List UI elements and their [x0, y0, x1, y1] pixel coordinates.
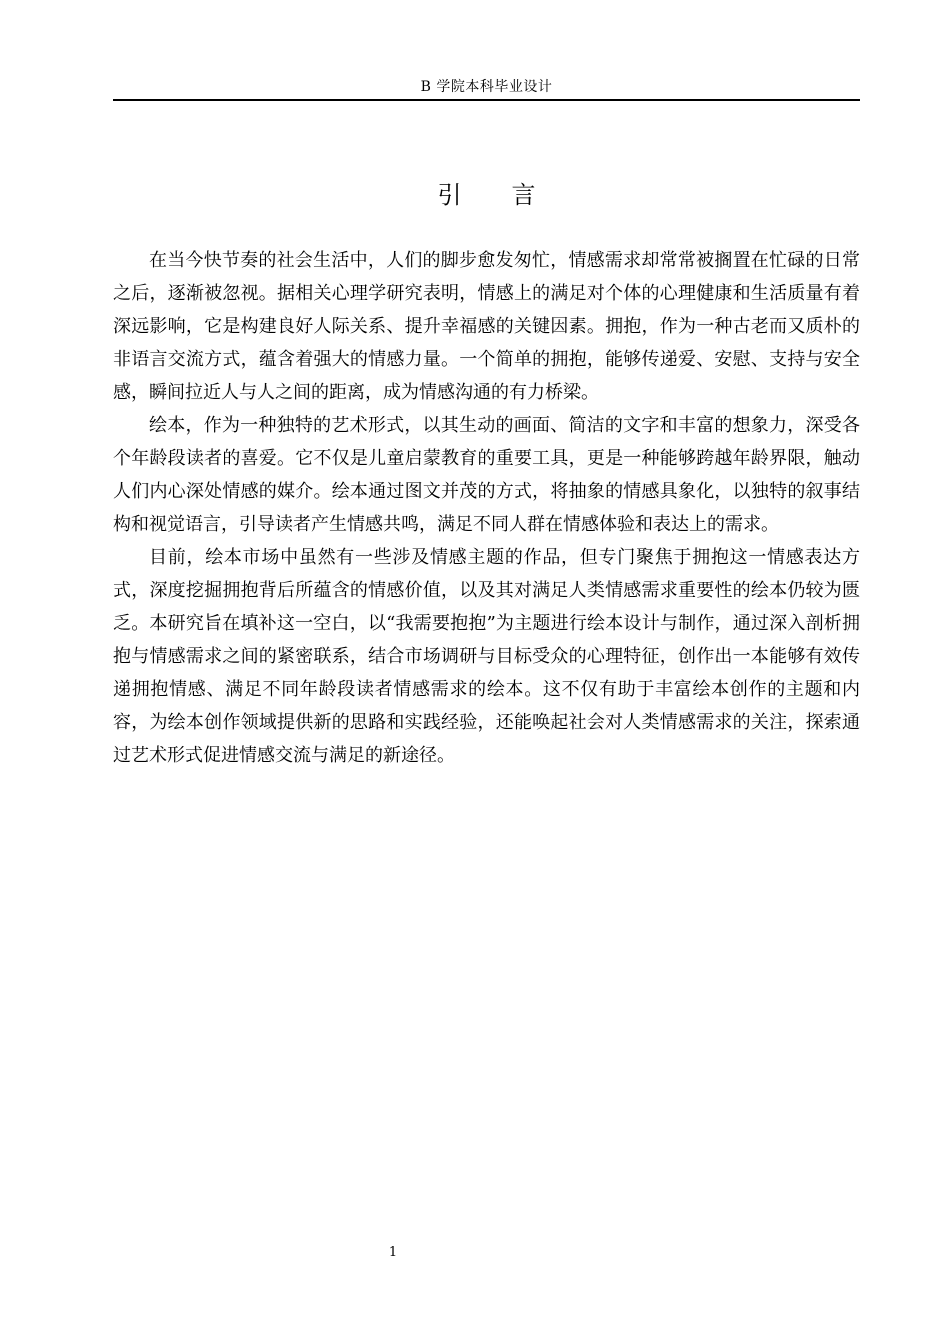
paragraph-1: 在当今快节奏的社会生活中，人们的脚步愈发匆忙，情感需求却常常被搁置在忙碌的日常之后，逐渐被忽视。据相关心理学研究表明，情感上的满足对个体的心理健康和生活质量有着深远影响，它是构建良好人际关系、提升幸福感的关键因素。拥抱，作为一种古老而又质朴的非语言交流方式，蕴含着强大的情感力量。一个简单的拥抱，能够传递爱、安慰、支持与安全感，瞬间拉近人与人之间的距离，成为情感沟通的有力桥梁。 [113, 250, 860, 403]
page-title: 引言 [437, 181, 586, 209]
paragraph-2: 绘本，作为一种独特的艺术形式，以其生动的画面、简洁的文字和丰富的想象力，深受各个年龄段读者的喜爱。它不仅是儿童启蒙教育的重要工具，更是一种能够跨越年龄界限，触动人们内心深处情感的媒介。绘本通过图文并茂的方式，将抽象的情感具象化，以独特的叙事结构和视觉语言，引导读者产生情感共鸣，满足不同人群在情感体验和表达上的需求。 [113, 415, 860, 535]
body-text [113, 244, 860, 772]
header-divider [113, 99, 860, 101]
page-number: 1 [388, 1245, 398, 1260]
running-header: B 学院本科毕业设计 [420, 79, 553, 95]
paragraph-3: 目前，绘本市场中虽然有一些涉及情感主题的作品，但专门聚焦于拥抱这一情感表达方式，深度挖掘拥抱背后所蕴含的情感价值，以及其对满足人类情感需求重要性的绘本仍较为匮乏。本研究旨在填补这一空白，以“我需要抱抱”为主题进行绘本设计与制作，通过深入剖析拥抱与情感需求之间的紧密联系，结合市场调研与目标受众的心理特征，创作出一本能够有效传递拥抱情感、满足不同年龄段读者情感需求的绘本。这不仅有助于丰富绘本创作的主题和内容，为绘本创作领域提供新的思路和实践经验，还能唤起社会对人类情感需求的关注，探索通过艺术形式促进情感交流与满足的新途径。 [113, 547, 860, 766]
